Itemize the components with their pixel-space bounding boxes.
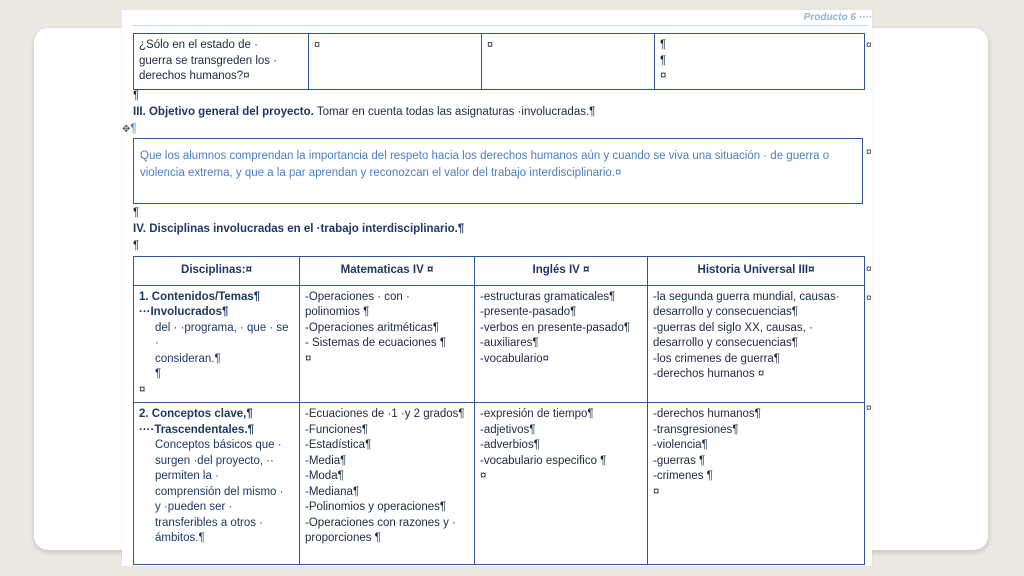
cell-line: -Operaciones con razones y ·	[305, 516, 456, 529]
row-title: ····Trascendentales.¶	[139, 423, 255, 436]
cell-line: -Mediana¶	[305, 485, 360, 498]
top-table	[133, 33, 865, 90]
cell-line: -vocabulario especifico ¶	[480, 454, 607, 467]
cell-line: -crimenes ¶	[653, 470, 713, 482]
cell-line: y ·pueden ser ·	[155, 501, 233, 513]
objective-textbox[interactable]	[133, 138, 863, 204]
cell-mark: ¤	[139, 383, 146, 396]
cell-line: -estructuras gramaticales¶	[480, 290, 616, 303]
cell-line: guerra se transgreden los ·	[139, 54, 278, 67]
table-header-row	[134, 257, 865, 286]
table-cell	[134, 34, 309, 90]
cell-mark: ¤	[314, 39, 321, 51]
cell-line: - Sistemas de ecuaciones ¶	[305, 337, 447, 349]
table-cell	[134, 403, 300, 565]
cell-line: -Ecuaciones de ·1 ·y 2 grados¶	[305, 408, 465, 420]
cell-line: -Operaciones aritméticas¶	[305, 321, 440, 334]
cell-line: -la segunda guerra mundial, causas·	[653, 290, 840, 303]
table-row	[134, 403, 865, 565]
cell-line: transferibles a otros ·	[155, 516, 264, 529]
pilcrow: ¶	[133, 240, 140, 252]
header-cell-disciplinas: Disciplinas:¤	[134, 257, 300, 286]
cell-line: desarrollo y consecuencias¶	[653, 337, 798, 349]
cell-line: derechos humanos?¤	[139, 70, 250, 82]
row-end-mark: ¤	[866, 403, 872, 414]
table-cell	[300, 403, 475, 565]
cell-line: permiten la ·	[155, 470, 219, 482]
row-end-mark: ¤	[866, 40, 872, 51]
anchor-mark: ✥¶	[122, 123, 137, 135]
table-cell	[309, 34, 482, 90]
header-rule	[132, 25, 868, 26]
row-title: ···Involucrados¶	[139, 306, 229, 318]
table-cell	[648, 285, 865, 403]
section-3-text: Tomar en cuenta todas las asignaturas ·involucradas.¶	[313, 106, 596, 118]
cell-line: ¿Sólo en el estado de ·	[139, 39, 258, 51]
cell-line: -transgresiones¶	[653, 423, 739, 436]
cell-line: -auxiliares¶	[480, 337, 539, 349]
textbox-end-mark: ¤	[866, 147, 872, 158]
table-cell	[475, 285, 648, 403]
cell-line: ¤	[480, 470, 487, 482]
cell-line: -Estadística¶	[305, 439, 372, 451]
cell-line: -Media¶	[305, 454, 347, 467]
cell-line: -Funciones¶	[305, 423, 369, 436]
header-cell-historia: Historia Universal III¤	[648, 257, 865, 286]
cell-line: proporciones ¶	[305, 532, 381, 544]
row-end-mark: ¤	[866, 264, 872, 275]
cell-line: desarrollo y consecuencias¶	[653, 306, 798, 318]
table-cell	[482, 34, 655, 90]
cell-line: consideran.¶	[155, 352, 221, 365]
table-cell	[475, 403, 648, 565]
disciplines-table	[133, 256, 865, 565]
section-3-paragraph	[133, 105, 863, 120]
table-row	[134, 285, 865, 403]
cell-line: ¶	[660, 54, 667, 67]
pilcrow: ¶	[133, 207, 140, 219]
cell-line: -derechos humanos¶	[653, 408, 761, 420]
header-cell-matematicas: Matematicas IV ¤	[300, 257, 475, 286]
cell-line: -guerras ¶	[653, 454, 706, 467]
table-cell	[655, 34, 865, 90]
row-end-mark: ¤	[866, 293, 872, 304]
cell-line: ¤	[660, 70, 667, 82]
document-page	[122, 10, 872, 566]
cell-line: -los crimenes de guerra¶	[653, 352, 780, 365]
cell-line: -verbos en presente-pasado¶	[480, 321, 631, 334]
section-3-heading: III. Objetivo general del proyecto.	[133, 106, 314, 118]
cell-line: -presente-pasado¶	[480, 306, 577, 318]
cell-line: -Moda¶	[305, 470, 344, 482]
cell-line: -Operaciones · con ·	[305, 290, 410, 303]
cell-line: ¤	[653, 485, 660, 498]
table-cell	[300, 285, 475, 403]
section-4-heading: IV. Disciplinas involucradas en el ·trabajo interdisciplinario.¶	[133, 223, 465, 235]
cell-line: surgen ·del proyecto, ··	[155, 454, 274, 467]
cell-line: ¤	[305, 352, 312, 365]
cell-line: -violencia¶	[653, 439, 708, 451]
cell-line: Conceptos básicos que ·	[155, 439, 282, 451]
cell-line: -adjetivos¶	[480, 423, 536, 436]
cell-line: ámbitos.¶	[155, 532, 205, 544]
cell-line: ¶	[155, 368, 162, 380]
cell-line: -derechos humanos ¤	[653, 368, 765, 380]
cell-line: -adverbios¶	[480, 439, 540, 451]
cell-line: -Polinomios y operaciones¶	[305, 501, 447, 513]
cell-mark: ¤	[487, 39, 494, 51]
pilcrow: ¶	[133, 90, 140, 102]
table-cell	[648, 403, 865, 565]
cell-line: polinomios ¶	[305, 306, 370, 318]
objective-text: Que los alumnos comprendan la importancia del respeto hacia los derechos humanos aún y cuando se viva una situación · de guerra o violencia extrema, y que a la par aprendan y reconozcan el valor del trabajo interdisciplinario.¤	[140, 150, 830, 179]
row-title: 1. Contenidos/Temas¶	[139, 290, 261, 303]
cell-line: -vocabulario¤	[480, 352, 550, 365]
header-cell-ingles: Inglés IV ¤	[475, 257, 648, 286]
cell-line: ¶	[660, 39, 667, 51]
header-label: Producto 6 ····	[803, 12, 872, 23]
cell-line: -guerras del siglo XX, causas, ·	[653, 321, 813, 334]
row-title: 2. Conceptos clave,¶	[139, 408, 253, 420]
table-row	[134, 34, 865, 90]
table-cell	[134, 285, 300, 403]
cell-line: -expresión de tiempo¶	[480, 408, 594, 420]
cell-line: comprensión del mismo ·	[155, 485, 284, 498]
cell-line: del · ·programa, · que · se ·	[155, 321, 289, 349]
